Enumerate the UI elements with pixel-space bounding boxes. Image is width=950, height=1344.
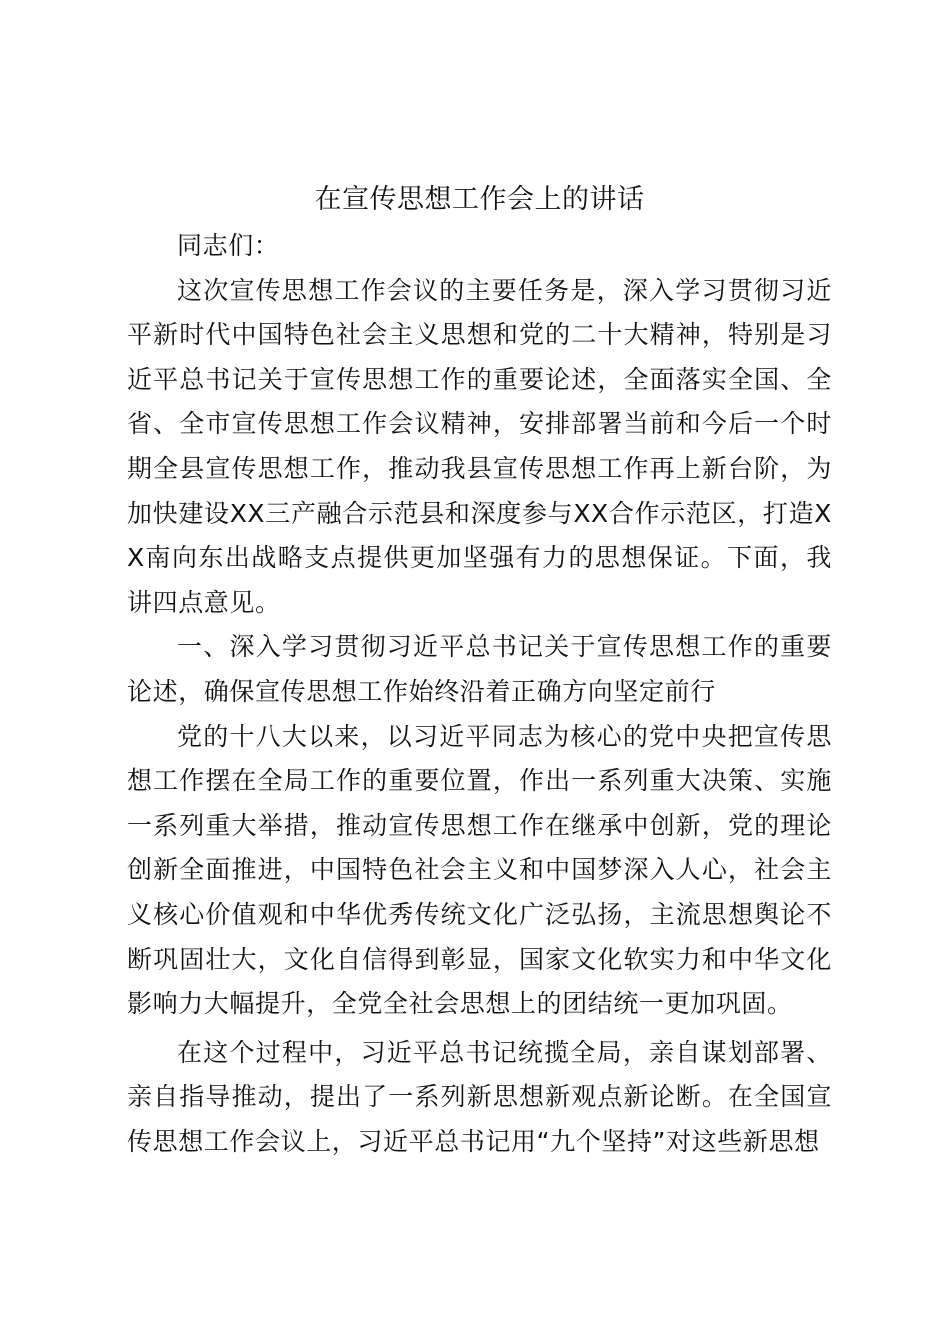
document-title: 在宣传思想工作会上的讲话 [314, 184, 645, 215]
document-page [127, 178, 832, 1164]
salutation: 同志们： [177, 231, 280, 260]
paragraph-body-2: 在这个过程中，习近平总书记统揽全局，亲自谋划部署、亲自指导推动，提出了一系列新思想新观点新论断。在全国宣传思想工作会议上，习近平总书记用“九个坚持”对这些新思想 [127, 1037, 832, 1156]
paragraph-body-1: 党的十八大以来，以习近平同志为核心的党中央把宣传思想工作摆在全局工作的重要位置，作出一系列重大决策、实施一系列重大举措，推动宣传思想工作在继承中创新，党的理论创新全面推进，中国特色社会主义和中国梦深入人心，社会主义核心价值观和中华优秀传统文化广泛弘扬，主流思想舆论不断巩固壮大，文化自信得到彰显，国家文化软实力和中华文化影响力大幅提升，全党全社会思想上的团结统一更加巩固。 [127, 721, 832, 1019]
paragraph-intro: 这次宣传思想工作会议的主要任务是，深入学习贯彻习近平新时代中国特色社会主义思想和党的二十大精神，特别是习近平总书记关于宣传思想工作的重要论述，全面落实全国、全省、全市宣传思想工作会议精神，安排部署当前和今后一个时期全县宣传思想工作，推动我县宣传思想工作再上新台阶，为加快建设XX三产融合示范县和深度参与XX合作示范区，打造XX南向东出战略支点提供更加坚强有力的思想保证。下面，我讲四点意见。 [127, 275, 832, 617]
section-heading-one: 一、深入学习贯彻习近平总书记关于宣传思想工作的重要论述，确保宣传思想工作始终沿着正确方向坚定前行 [127, 632, 832, 706]
